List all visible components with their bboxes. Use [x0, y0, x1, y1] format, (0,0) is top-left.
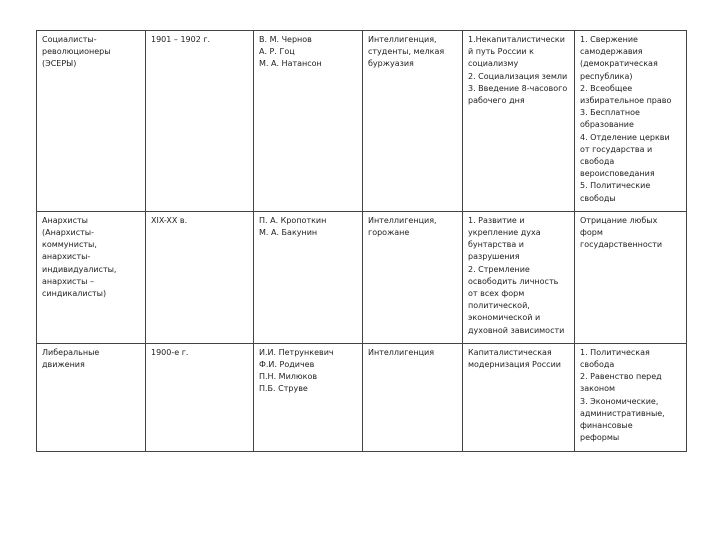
- cell-line: Капиталистическая: [468, 347, 552, 357]
- cell-line: М. А. Натансон: [259, 59, 322, 69]
- cell-line: анархисты-: [42, 252, 91, 262]
- political-cell: [575, 31, 687, 212]
- cell-line: образование: [580, 120, 634, 130]
- table-row: [37, 211, 687, 343]
- cell-line: движения: [42, 360, 85, 370]
- movement-cell: [37, 31, 146, 212]
- cell-line: 1.Некапиталистически: [468, 35, 565, 44]
- cell-line: А. Р. Гоц: [259, 47, 295, 57]
- cell-line: 5. Политические: [580, 181, 651, 191]
- cell-line: индивидуалисты,: [42, 264, 117, 274]
- cell-line: П.Б. Струве: [259, 384, 308, 394]
- leaders-cell: [254, 343, 363, 451]
- cell-line: законом: [580, 384, 616, 394]
- period-cell: [146, 211, 254, 343]
- cell-line: 2. Социализация земли: [468, 71, 568, 81]
- cell-line: от государства и: [580, 144, 653, 154]
- cell-line: от всех форм: [468, 289, 525, 299]
- cell-line: анархисты –: [42, 276, 94, 286]
- cell-line: 2. Равенство перед: [580, 372, 662, 382]
- social-base-cell: [363, 31, 463, 212]
- cell-line: политической,: [468, 301, 530, 311]
- cell-line: П. А. Кропоткин: [259, 215, 327, 225]
- cell-line: избирательное право: [580, 96, 672, 106]
- cell-line: государственности: [580, 240, 663, 250]
- cell-line: 1. Политическая: [580, 347, 650, 357]
- table-row: [37, 343, 687, 451]
- cell-line: 1900-е г.: [151, 347, 189, 357]
- cell-line: (Анархисты-: [42, 228, 94, 238]
- cell-line: (демократическая: [580, 59, 658, 69]
- cell-line: социализму: [468, 59, 519, 69]
- cell-line: Интеллигенция,: [368, 215, 437, 225]
- cell-line: XIX-XX в.: [151, 215, 188, 225]
- cell-line: рабочего дня: [468, 96, 525, 106]
- cell-line: духовной зависимости: [468, 325, 565, 335]
- cell-line: 1901 – 1902 г.: [151, 35, 211, 44]
- cell-line: форм: [580, 228, 603, 238]
- cell-line: Анархисты: [42, 215, 88, 225]
- cell-line: свобода: [580, 360, 615, 370]
- period-cell: [146, 343, 254, 451]
- cell-line: бунтарства и: [468, 240, 524, 250]
- program-cell: [463, 31, 575, 212]
- cell-line: коммунисты,: [42, 240, 97, 250]
- movement-cell: [37, 211, 146, 343]
- cell-line: горожане: [368, 228, 410, 238]
- movement-cell: [37, 343, 146, 451]
- cell-line: студенты, мелкая: [368, 47, 445, 57]
- cell-line: П.Н. Милюков: [259, 372, 318, 382]
- cell-line: 3. Бесплатное: [580, 108, 640, 118]
- cell-line: Ф.И. Родичев: [259, 360, 315, 370]
- cell-line: (ЭСЕРЫ): [42, 59, 77, 69]
- cell-line: самодержавия: [580, 47, 643, 57]
- cell-line: разрушения: [468, 252, 520, 262]
- cell-line: экономической и: [468, 313, 541, 323]
- cell-line: И.И. Петрункевич: [259, 347, 334, 357]
- cell-line: 2. Стремление: [468, 264, 530, 274]
- cell-line: М. А. Бакунин: [259, 228, 318, 238]
- program-cell: [463, 343, 575, 451]
- period-cell: [146, 31, 254, 212]
- cell-line: укрепление духа: [468, 228, 541, 238]
- social-base-cell: [363, 343, 463, 451]
- social-base-cell: [363, 211, 463, 343]
- cell-line: модернизация России: [468, 360, 561, 370]
- leaders-cell: [254, 31, 363, 212]
- program-cell: [463, 211, 575, 343]
- cell-line: В. М. Чернов: [259, 35, 312, 44]
- table-row: [37, 31, 687, 212]
- cell-line: свобода: [580, 157, 615, 167]
- cell-line: синдикалисты): [42, 289, 107, 299]
- cell-line: й путь России к: [468, 47, 534, 57]
- cell-line: вероисповедания: [580, 169, 655, 179]
- cell-line: Социалисты-: [42, 35, 97, 44]
- cell-line: 1. Развитие и: [468, 215, 525, 225]
- cell-line: буржуазия: [368, 59, 414, 69]
- cell-line: 4. Отделение церкви: [580, 132, 670, 142]
- cell-line: освободить личность: [468, 276, 559, 286]
- cell-line: Отрицание любых: [580, 215, 658, 225]
- cell-line: реформы: [580, 433, 620, 443]
- cell-line: административные,: [580, 408, 665, 418]
- parties-table: [36, 30, 687, 452]
- cell-line: революционеры: [42, 47, 111, 57]
- cell-line: свободы: [580, 193, 616, 203]
- cell-line: 2. Всеобщее: [580, 83, 633, 93]
- cell-line: 1. Свержение: [580, 35, 638, 44]
- cell-line: Либеральные: [42, 347, 100, 357]
- cell-line: Интеллигенция: [368, 347, 435, 357]
- cell-line: финансовые: [580, 421, 633, 431]
- cell-line: Интеллигенция,: [368, 35, 437, 44]
- cell-line: 3. Введение 8-часового: [468, 83, 568, 93]
- leaders-cell: [254, 211, 363, 343]
- cell-line: 3. Экономические,: [580, 396, 659, 406]
- political-cell: [575, 211, 687, 343]
- cell-line: республика): [580, 71, 633, 81]
- political-cell: [575, 343, 687, 451]
